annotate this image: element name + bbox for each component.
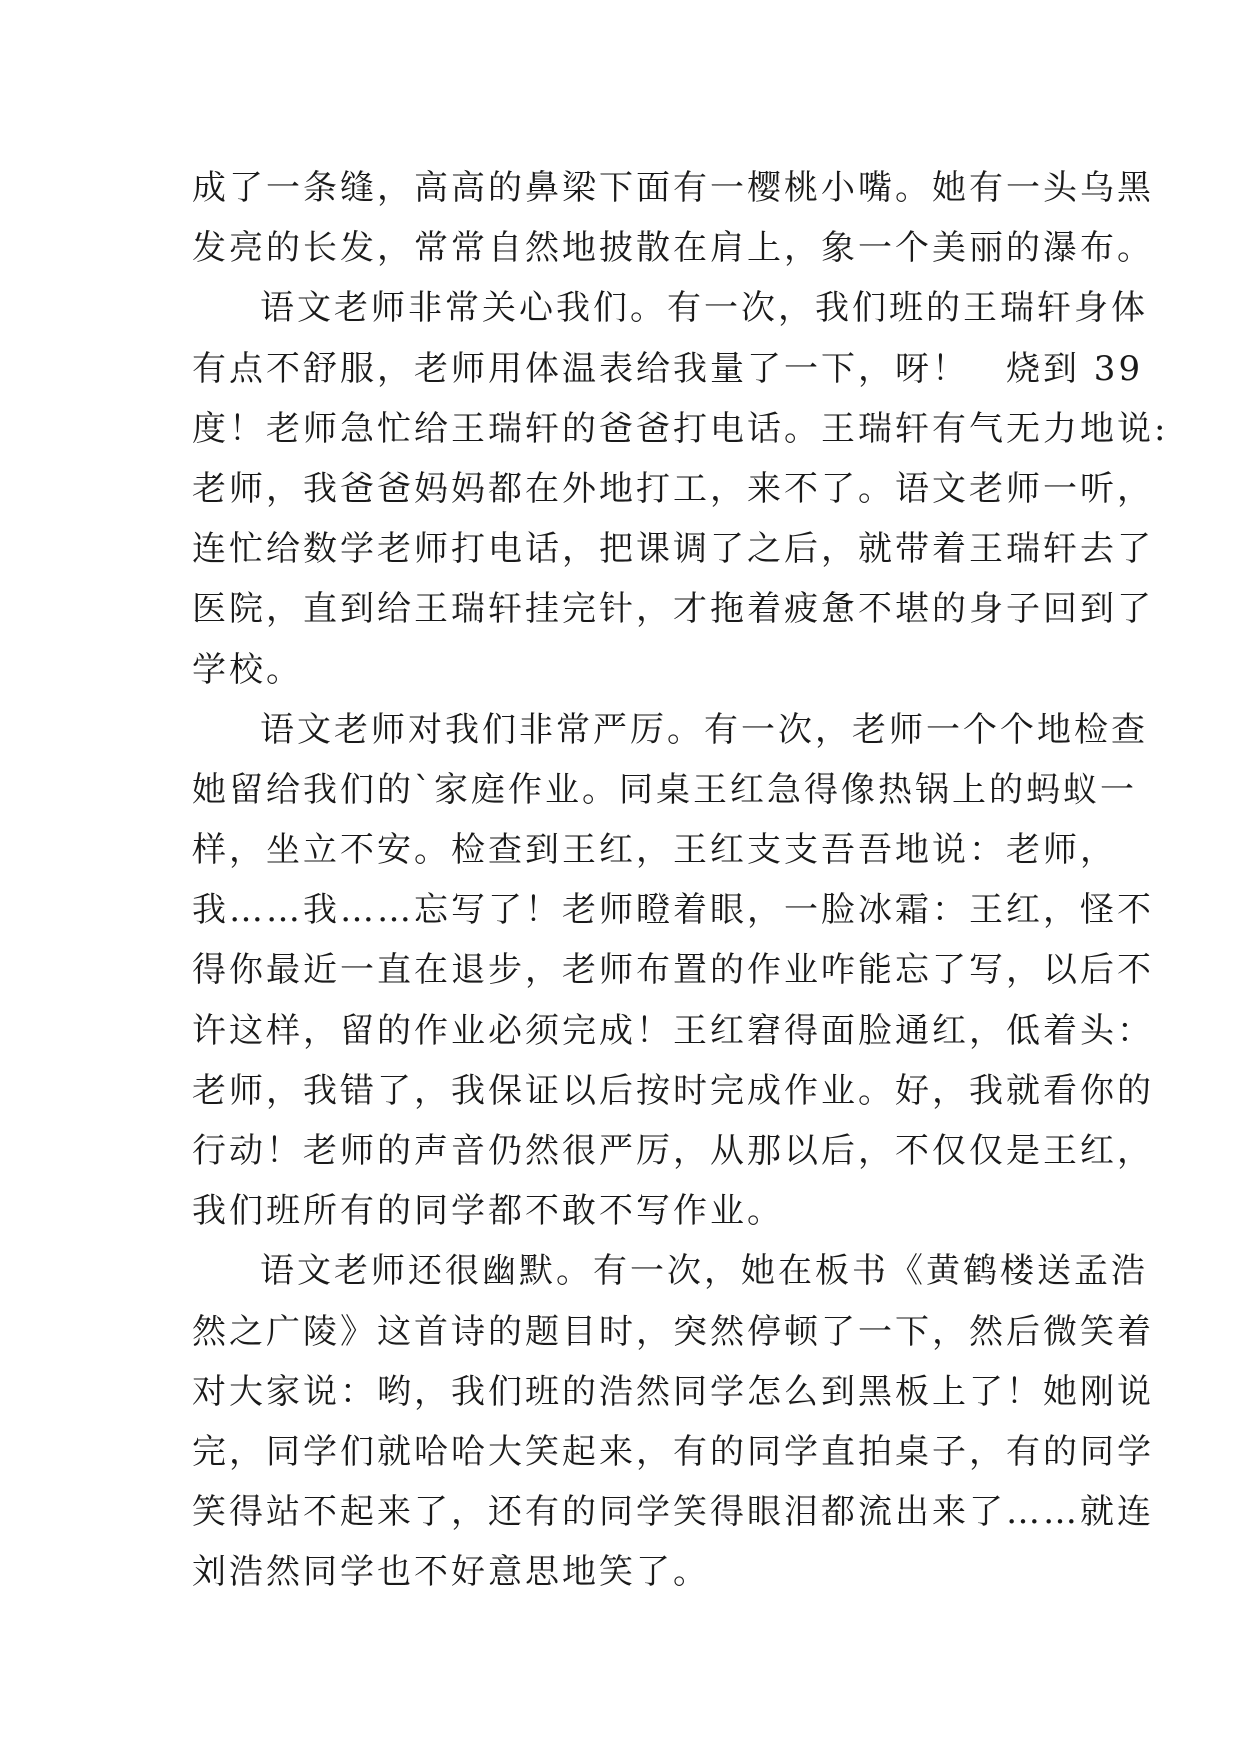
text-line: 许这样，留的作业必须完成！王红窘得面脸通红，低着头： — [192, 1010, 1154, 1051]
paragraph-start-line: 语文老师非常关心我们。有一次，我们班的王瑞轩身体 — [260, 288, 1148, 329]
text-line: 得你最近一直在退步，老师布置的作业咋能忘了写，以后不 — [192, 950, 1154, 991]
text-line: 度！老师急忙给王瑞轩的爸爸打电话。王瑞轩有气无力地说: — [192, 408, 1169, 449]
text-line: 样，坐立不安。检查到王红，王红支支吾吾地说：老师， — [192, 830, 1117, 871]
text-line: 老师，我爸爸妈妈都在外地打工，来不了。语文老师一听， — [192, 468, 1154, 509]
text-line: 我……我……忘写了！老师瞪着眼，一脸冰霜：王红，怪不 — [192, 890, 1154, 931]
paragraph-start-line: 语文老师还很幽默。有一次，她在板书《黄鹤楼送孟浩 — [260, 1251, 1148, 1292]
text-line: 医院，直到给王瑞轩挂完针，才拖着疲惫不堪的身子回到了 — [192, 589, 1154, 630]
essay-body — [192, 158, 1169, 1603]
text-line: 对大家说：哟，我们班的浩然同学怎么到黑板上了！她刚说 — [192, 1371, 1154, 1412]
text-line: 我们班所有的同学都不敢不写作业。 — [192, 1191, 784, 1232]
text-line: 她留给我们的`家庭作业。同桌王红急得像热锅上的蚂蚁一 — [192, 769, 1137, 810]
text-line: 完，同学们就哈哈大笑起来，有的同学直拍桌子，有的同学 — [192, 1431, 1154, 1472]
paragraph-start-line: 语文老师对我们非常严厉。有一次，老师一个个地检查 — [260, 709, 1148, 750]
text-line: 老师，我错了，我保证以后按时完成作业。好，我就看你的 — [192, 1070, 1154, 1111]
text-line: 连忙给数学老师打电话，把课调了之后，就带着王瑞轩去了 — [192, 529, 1154, 570]
text-line: 学校。 — [192, 649, 303, 690]
text-line: 成了一条缝，高高的鼻梁下面有一樱桃小嘴。她有一头乌黑 — [192, 168, 1154, 208]
text-line: 笑得站不起来了，还有的同学笑得眼泪都流出来了……就连 — [192, 1492, 1154, 1533]
text-line: 刘浩然同学也不好意思地笑了。 — [192, 1552, 710, 1593]
text-line: 发亮的长发，常常自然地披散在肩上，象一个美丽的瀑布。 — [192, 228, 1154, 269]
text-line: 行动！老师的声音仍然很严厉，从那以后，不仅仅是王红， — [192, 1131, 1154, 1171]
text-line: 然之广陵》这首诗的题目时，突然停顿了一下，然后微笑着 — [192, 1311, 1154, 1352]
text-line: 有点不舒服，老师用体温表给我量了一下，呀！ 烧到 39 — [192, 348, 1144, 389]
